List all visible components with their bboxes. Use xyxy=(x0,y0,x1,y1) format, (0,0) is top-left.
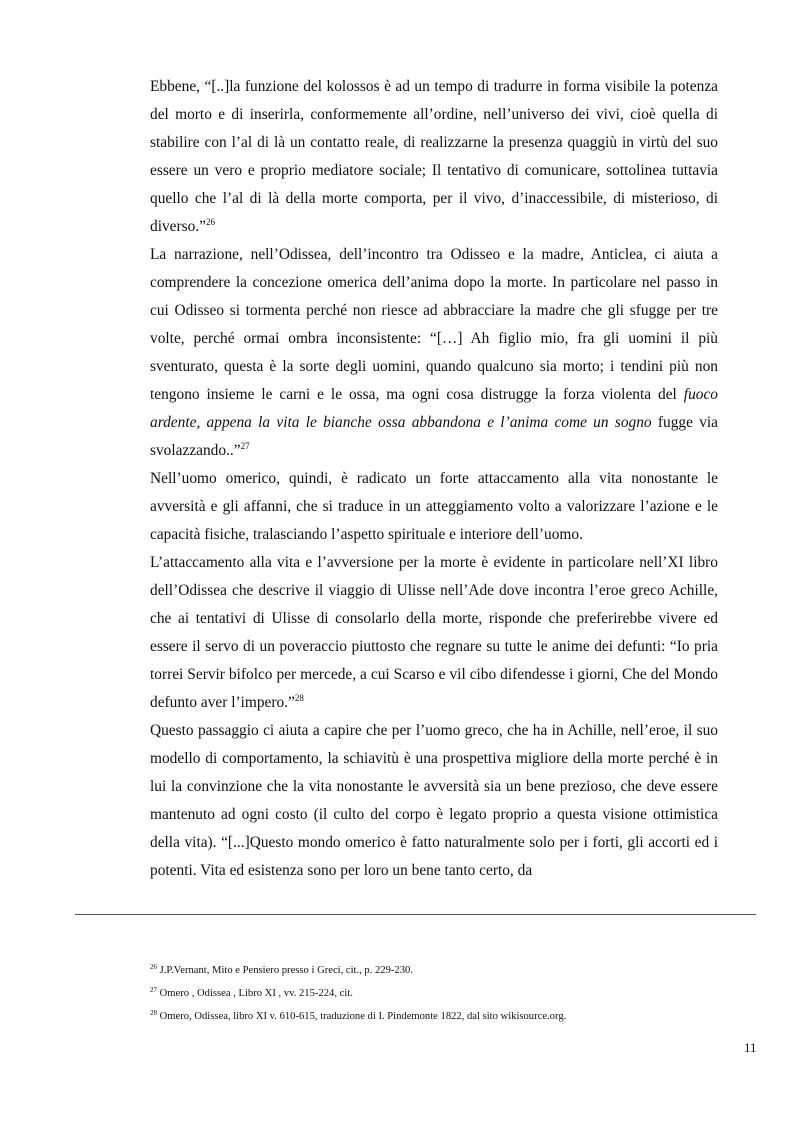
paragraph-text: Nell’uomo omerico, quindi, è radicato un forte attaccamento alla vita nonostante le avversità e gli affanni, che si traduce in un atteggiamento volto a valorizzare l’azione e le capacità fisiche, tralasciando l’aspetto spirituale e interiore dell’uomo. xyxy=(150,470,718,543)
footnote-reference: 27 xyxy=(240,441,250,451)
italic-quote: fuoco ardente, appena la vita le bianche ossa abbandona e l’anima come un sogno xyxy=(150,386,718,431)
body-paragraph xyxy=(150,549,718,717)
footnote-number: 26 xyxy=(150,963,157,971)
footnote-text: Omero, Odissea, libro XI v. 610-615, traduzione di I. Pindemonte 1822, dal sito wikisource.org. xyxy=(157,1011,567,1022)
footnote-reference: 26 xyxy=(206,217,215,227)
page-number: 11 xyxy=(744,1040,757,1055)
body-paragraph xyxy=(150,73,718,241)
footnote-separator xyxy=(75,914,756,915)
body-text xyxy=(150,73,718,885)
footnote-number: 28 xyxy=(150,1009,157,1017)
paragraph-text: fugge via svolazzando..” xyxy=(150,414,718,459)
footnotes xyxy=(150,959,710,1028)
body-paragraph xyxy=(150,241,718,465)
footnote-text: J.P.Vernant, Mito e Pensiero presso i Greci, cit., p. 229-230. xyxy=(157,965,413,976)
paragraph-text: La narrazione, nell’Odissea, dell’incontro tra Odisseo e la madre, Anticlea, ci aiuta a comprendere la concezione omerica dell’anima dopo la morte. In particolare nel passo in cui Odisseo si tormenta perché non riesce ad abbracciare la madre che gli sfugge per tre volte, perché ormai ombra inconsistente: “[…] Ah figlio mio, fra gli uomini il più sventurato, questa è la sorte degli uomini, quando qualcuno sia morto; i tendini più non tengono insieme le carni e le ossa, ma ogni cosa distrugge la forza violenta del xyxy=(150,246,718,403)
footnote-reference: 28 xyxy=(294,693,304,703)
footnote xyxy=(150,982,710,1005)
footnote xyxy=(150,959,710,982)
footnote xyxy=(150,1005,710,1028)
paragraph-text: L’attaccamento alla vita e l’avversione per la morte è evidente in particolare nell’XI libro dell’Odissea che descrive il viaggio di Ulisse nell’Ade dove incontra l’eroe greco Achille, che ai tentativi di Ulisse di consolarlo della morte, risponde che preferirebbe vivere ed essere il servo di un poveraccio piuttosto che regnare su tutte le anime dei defunti: “Io pria torrei Servir bifolco per mercede, a cui Scarso e vil cibo difendesse i giorni, Che del Mondo defunto aver l’impero.” xyxy=(150,554,718,711)
body-paragraph xyxy=(150,717,718,885)
paragraph-text: Questo passaggio ci aiuta a capire che per l’uomo greco, che ha in Achille, nell’eroe, il suo modello di comportamento, la schiavitù è una prospettiva migliore della morte perché è in lui la convinzione che la vita nonostante le avversità sia un bene prezioso, che deve essere mantenuto ad ogni costo (il culto del corpo è legato proprio a questa visione ottimistica della vita). “[...]Questo mondo omerico è fatto naturalmente solo per i forti, gli accorti ed i potenti. Vita ed esistenza sono per loro un bene tanto certo, da xyxy=(150,722,718,879)
footnote-text: Omero , Odissea , Libro XI , vv. 215-224, cit. xyxy=(157,988,353,999)
paragraph-text: Ebbene, “[..]la funzione del kolossos è ad un tempo di tradurre in forma visibile la potenza del morto e di inserirla, conformemente all’ordine, nell’universo dei vivi, cioè quella di stabilire con l’al di là un contatto reale, di realizzarne la presenza quaggiù in virtù del suo essere un vero e proprio mediatore sociale; Il tentativo di comunicare, sottolinea tuttavia quello che l’al di là della morte comporta, per il vivo, d’inaccessibile, di misterioso, di diverso.” xyxy=(150,78,718,235)
body-paragraph xyxy=(150,465,718,549)
footnote-number: 27 xyxy=(150,986,157,994)
